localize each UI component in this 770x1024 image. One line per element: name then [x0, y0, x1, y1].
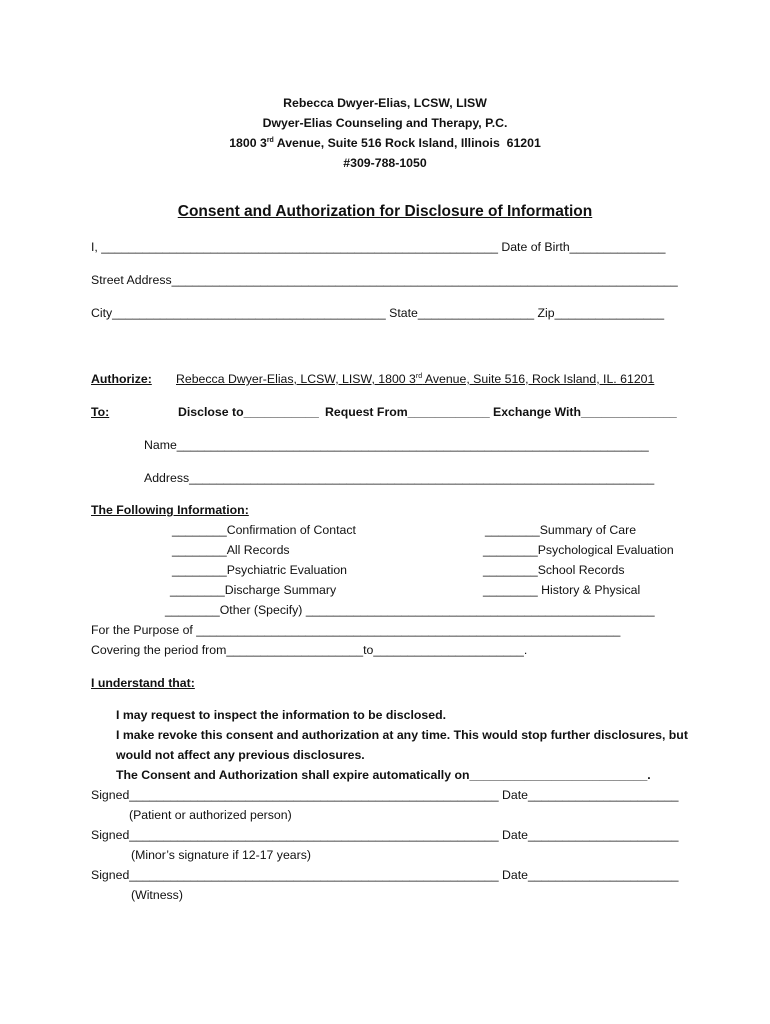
disclose-to-field[interactable]: Disclose to___________ — [178, 405, 319, 419]
practice-phone: #309-788-1050 — [343, 156, 427, 170]
recipient-name-field[interactable]: Name_____________________________________________________________________ — [144, 438, 649, 452]
minor-signature-field[interactable]: Signed______________________________________________________ Date______________________ — [91, 828, 679, 842]
understand-line-2: I make revoke this consent and authorization at any time. This would stop further disclosures, but — [116, 728, 688, 742]
authorize-text: Rebecca Dwyer-Elias, LCSW, LISW, 1800 3rd Avenue, Suite 516, Rock Island, IL. 61201 — [176, 372, 655, 386]
purpose-field[interactable]: For the Purpose of ______________________________________________________________ — [91, 623, 621, 637]
history-physical-option[interactable]: ________ History & Physical — [483, 583, 641, 597]
patient-name-dob-field[interactable]: I, __________________________________________________________ Date of Birth______________ — [91, 240, 666, 254]
psychiatric-evaluation-option[interactable]: ________Psychiatric Evaluation — [172, 563, 348, 577]
witness-signature-note: (Witness) — [131, 888, 183, 902]
recipient-address-field[interactable]: Address____________________________________________________________________ — [144, 471, 655, 485]
minor-signature-note: (Minor’s signature if 12-17 years) — [131, 848, 311, 862]
practice-name: Dwyer-Elias Counseling and Therapy, P.C. — [262, 116, 508, 130]
to-label: To: — [91, 405, 110, 419]
summary-of-care-option[interactable]: ________Summary of Care — [485, 523, 637, 537]
understand-line-3: would not affect any previous disclosures. — [116, 748, 365, 762]
discharge-summary-option[interactable]: ________Discharge Summary — [170, 583, 337, 597]
all-records-option[interactable]: ________All Records — [172, 543, 290, 557]
exchange-with-field[interactable]: Exchange With______________ — [493, 405, 677, 419]
patient-signature-note: (Patient or authorized person) — [129, 808, 292, 822]
expiration-date-field[interactable]: The Consent and Authorization shall expire automatically on__________________________. — [116, 768, 651, 782]
other-specify-field[interactable]: ________Other (Specify) ___________________________________________________ — [165, 603, 655, 617]
witness-signature-field[interactable]: Signed______________________________________________________ Date______________________ — [91, 868, 679, 882]
understand-line-1: I may request to inspect the information to be disclosed. — [116, 708, 447, 722]
understand-heading: I understand that: — [91, 676, 195, 690]
authorize-label: Authorize: — [91, 372, 152, 386]
therapist-name: Rebecca Dwyer-Elias, LCSW, LISW — [283, 96, 487, 110]
information-heading: The Following Information: — [91, 503, 249, 517]
city-state-zip-field[interactable]: City________________________________________ State_________________ Zip________________ — [91, 306, 665, 320]
psychological-evaluation-option[interactable]: ________Psychological Evaluation — [483, 543, 674, 557]
form-title: Consent and Authorization for Disclosure of Information — [177, 203, 593, 220]
request-from-field[interactable]: Request From____________ — [325, 405, 490, 419]
street-address-field[interactable]: Street Address__________________________________________________________________________ — [91, 273, 678, 287]
patient-signature-field[interactable]: Signed______________________________________________________ Date______________________ — [91, 788, 679, 802]
covering-period-field[interactable]: Covering the period from____________________to______________________. — [91, 643, 528, 657]
school-records-option[interactable]: ________School Records — [483, 563, 625, 577]
confirmation-of-contact-option[interactable]: ________Confirmation of Contact — [172, 523, 356, 537]
practice-address: 1800 3rd Avenue, Suite 516 Rock Island, Illinois 61201 — [229, 136, 541, 150]
